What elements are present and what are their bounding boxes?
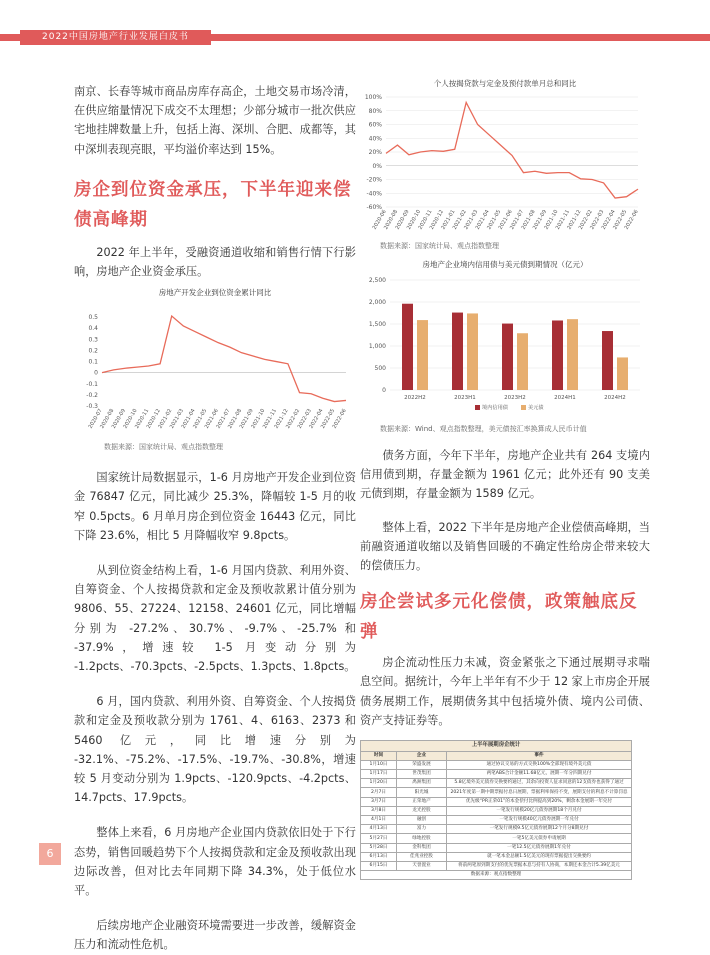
table-cell-event: 一笔12.5亿元债券展期1年兑付 [447,843,632,852]
x-tick-label: 2020-12 [146,408,162,430]
chart-mortgage [360,78,650,251]
y-tick-label: 0.5 [88,314,98,321]
y-tick-label: 0.3 [88,337,98,344]
x-tick-label: 2021-05 [486,209,502,231]
table-header-time: 时间 [361,751,397,760]
table-cell-event: 一笔发行规模9.5亿元债券展期12个月分8期兑付 [447,825,632,834]
table-row [361,806,632,815]
table-cell-time: 1月20日 [361,779,397,788]
table-cell-time: 3月8日 [361,806,397,815]
table-cell-company: 阳光城 [397,788,447,797]
table-cell-company: 禹洲集团 [397,779,447,788]
x-tick-label: 2021-09 [239,408,255,430]
x-tick-label: 2021-08 [227,408,243,430]
bar [417,320,428,390]
x-tick-label: 2020-10 [123,408,139,430]
x-tick-label: 2020-08 [383,209,399,231]
x-tick-label: 2021-12 [274,408,290,430]
x-tick-label: 2021-03 [463,209,479,231]
bar [602,331,613,390]
y-tick-label: 1,500 [369,321,386,328]
y-tick-label: 0.2 [88,348,98,355]
y-tick-label: 60% [369,122,383,129]
y-tick-label: -40% [366,190,382,197]
x-tick-label: 2023H1 [454,395,476,401]
table-cell-event: 将前两笔原到期支付的优先票据本息与持有人协商，本期还本金合计5.39亿美元 [447,861,632,870]
chart-mortgage-title: 个人按揭贷款与定金及预付款单月总和同比 [360,78,650,89]
table-cell-time: 6月13日 [361,852,397,861]
paragraph-funding-pressure: 2022 年上半年，受融资通道收缩和销售行情下行影响，房地产企业资金承压。 [74,243,356,281]
x-tick-label: 2021-09 [532,209,548,231]
paragraph-structure: 从到位资金结构上看，1-6 月国内贷款、利用外资、自筹资金、个人按揭贷款和定金及预收款累计值分别为 9806、55、27224、12158、24601 亿元，同比增幅分别为 -27.2%、30.7%、-9.7%、-25.7% 和 -37.9%，增速较 1-5 月变动分别为 -1.2pcts、-70.3pcts、-2.5pcts、1.3pcts、1.8pcts。 [74,561,356,676]
x-tick-label: 2020-11 [134,408,150,430]
table-cell-event: 一笔发行规模20亿元债券展期18个月兑付 [447,806,632,815]
x-tick-label: 2020-07 [88,408,104,430]
x-tick-label: 2022-04 [601,208,617,230]
y-tick-label: 40% [369,135,383,142]
x-tick-label: 2021-08 [521,209,537,231]
paragraph-stats: 国家统计局数据显示，1-6 月房地产开发企业到位资金 76847 亿元，同比减少 25.3%，降幅较 1-5 月的收窄 0.5pcts。6 月单月房企到位资金 16443 亿元，同比下降 23.6%，相比 5 月降幅收窄 9.8pcts。 [74,468,356,545]
table-row [361,779,632,788]
y-tick-label: -20% [366,177,382,184]
table-cell-event: 一笔5亿美元债券申请展期 [447,834,632,843]
table-row [361,843,632,852]
table-row [361,770,632,779]
section-heading-funding: 房企到位资金承压，下半年迎来偿债高峰期 [74,175,356,235]
table-header-company: 企业 [397,751,447,760]
table-row [361,861,632,870]
x-tick-label: 2023H2 [504,395,526,401]
x-tick-label: 2020-08 [99,408,115,430]
x-tick-label: 2021-06 [204,408,220,430]
bar [467,313,478,390]
y-tick-label: -60% [366,204,382,211]
table-cell-time: 5月28日 [361,843,397,852]
y-tick-label: 2,500 [369,277,386,284]
right-column [360,78,650,880]
table-row [361,788,632,797]
table-cell-event: 5.8亿境外美元债券交换要约通过，其余向投资人征求同意的12支债券也获得了通过 [447,779,632,788]
table-header-event: 事件 [447,751,632,760]
y-tick-label: 100% [365,94,382,101]
x-tick-label: 2021-11 [262,408,278,430]
chart-bonds-source: 数据来源：Wind、观点指数整理，美元债按汇率换算成人民币计值 [360,424,650,434]
y-tick-label: -0.3 [86,403,98,410]
left-column [74,82,356,955]
y-tick-label: 0.4 [88,325,98,332]
x-tick-label: 2021-07 [509,209,525,231]
paragraph-outlook: 后续房地产企业融资环境需要进一步改善，缓解资金压力和流动性危机。 [74,916,356,954]
paragraph-peak: 整体上看，2022 下半年是房地产企业偿债高峰期，当前融资通道收缩以及销售回暖的不确定性给房企带来较大的偿债压力。 [360,518,650,576]
x-tick-label: 2021-02 [452,209,468,231]
paragraph-overall: 整体上来看，6 月房地产企业国内贷款依旧处于下行态势，销售回暖趋势下个人按揭贷款和定金及预收款出现边际改善，但对比去年同期下降 34.3%，处于低位水平。 [74,823,356,900]
bar [517,333,528,390]
chart-bonds [360,259,650,434]
table-cell-event: 就一笔本金总额1.5亿美元的现有票据提出交换要约 [447,852,632,861]
x-tick-label: 2022-02 [285,408,301,430]
table-cell-company: 绿地控股 [397,834,447,843]
table-cell-time: 5月27日 [361,834,397,843]
table-cell-company: 融创 [397,815,447,824]
y-tick-label: 500 [375,365,387,372]
x-tick-label: 2022-06 [624,209,640,231]
x-tick-label: 2022-06 [332,408,348,430]
y-tick-label: -0.1 [86,381,98,388]
x-tick-label: 2022-04 [308,408,324,430]
table-footer: 数据来源：观点指数整理 [361,871,632,880]
series-line [102,316,346,402]
table-cell-event: 通过协议交易的方式交换100%全部现有境外美元债 [447,760,632,769]
table-row [361,760,632,769]
y-tick-label: 0 [94,370,98,377]
table-cell-company: 龙光控股 [397,806,447,815]
table-cell-company: 富力 [397,825,447,834]
table-cell-company: 正荣地产 [397,797,447,806]
table-cell-company: 荣盛发展 [397,760,447,769]
x-tick-label: 2020-09 [395,209,411,231]
bar [452,313,463,390]
table-cell-company: 天誉置业 [397,861,447,870]
table-cell-event: 优先级“PR正荣01”的本金偿付比例提高到20%，剩余本金展期一年兑付 [447,797,632,806]
paragraph-debt: 债务方面，今年下半年，房地产企业共有 264 支境内信用债到期，存量金额为 1961 亿元；此外还有 90 支美元债到期，存量金额为 1589 亿元。 [360,446,650,504]
bar [402,304,413,390]
x-tick-label: 2022H2 [404,395,426,401]
table-cell-time: 1月17日 [361,770,397,779]
bar [617,357,628,390]
bar [567,319,578,390]
chart-funding-title: 房地产开发企业到位资金累计同比 [74,287,356,298]
paragraph-extension: 房企流动性压力未减，资金紧张之下通过展期寻求喘息空间。据统计，今年上半年有不少于 12 家上市房企开展债务展期工作，展期债务其中包括境外债、境内公司债、资产支持证券等。 [360,653,650,730]
paragraph-june: 6 月，国内贷款、利用外资、自筹资金、个人按揭贷款和定金及预收款分别为 1761、4、6163、2373 和 5460 亿元，同比增速分别为 -32.1%、-75.2%、-17.5%、-19.7%、-30.8%，增速较 5 月变动分别为 1.9pcts、-120.9pcts、-4.2pcts、14.7pcts、17.9pcts。 [74,692,356,807]
table-cell-company: 佳兆业控股 [397,852,447,861]
y-tick-label: 20% [369,149,383,156]
y-tick-label: 80% [369,108,383,115]
x-tick-label: 2021-01 [440,209,456,231]
chart-funding-source: 数据来源：国家统计局、观点指数整理 [74,442,356,452]
chart-funding [74,287,356,452]
x-tick-label: 2022-03 [297,408,313,430]
table-cell-time: 6月15日 [361,861,397,870]
x-tick-label: 2021-10 [544,209,560,231]
x-tick-label: 2022-05 [612,209,628,231]
intro-paragraph: 南京、长春等城市商品房库存高企，土地交易市场冷清，在供应缩量情况下成交不太理想；少部分城市一批次供应宅地挂牌数量上升，包括上海、深圳、合肥、成都等，其中深圳表现亮眼，平均溢价率达到 15%。 [74,82,356,159]
x-tick-label: 2021-04 [181,408,197,430]
x-tick-label: 2021-07 [216,408,232,430]
chart-mortgage-svg [360,89,650,237]
series-line [386,103,638,199]
y-tick-label: -0.2 [86,392,98,399]
y-tick-label: 1,000 [369,343,386,350]
table-row [361,852,632,861]
x-tick-label: 2021-12 [566,209,582,231]
table-cell-time: 4月13日 [361,825,397,834]
legend-label: 美元债 [528,403,544,411]
y-tick-label: 0.1 [88,359,98,366]
x-tick-label: 2021-06 [498,209,514,231]
y-tick-label: 0 [382,387,386,394]
x-tick-label: 2021-11 [555,209,571,231]
chart-mortgage-source: 数据来源：国家统计局、观点指数整理 [360,241,650,251]
legend-swatch [521,405,526,410]
extension-table [360,740,632,880]
legend-label: 境内信用债 [482,403,509,411]
x-tick-label: 2022-05 [320,408,336,430]
table-row [361,815,632,824]
y-tick-label: 2,000 [369,299,386,306]
x-tick-label: 2021-02 [157,408,173,430]
table-row [361,825,632,834]
x-tick-label: 2020-12 [429,209,445,231]
y-tick-label: 0% [372,163,382,170]
table-cell-time: 1月10日 [361,760,397,769]
table-cell-event: 2021年度第一期中期票据付息日展期，票据利率保持不变，展期支付的利息不计算罚息 [447,788,632,797]
table-cell-time: 3月7日 [361,797,397,806]
chart-funding-svg [74,298,356,438]
x-tick-label: 2020-10 [406,209,422,231]
x-tick-label: 2021-10 [250,408,266,430]
x-tick-label: 2022-03 [589,209,605,231]
table-title: 上半年展期房企统计 [361,741,632,752]
bar [552,320,563,390]
table-cell-time: 4月1日 [361,815,397,824]
table-cell-time: 2月7日 [361,788,397,797]
table-cell-event: 一笔发行规模40亿元债券展期一年兑付 [447,815,632,824]
table-cell-company: 世茂集团 [397,770,447,779]
x-tick-label: 2021-03 [169,408,185,430]
table-row [361,797,632,806]
table-row [361,834,632,843]
page-number: 6 [39,843,61,865]
x-tick-label: 2021-04 [475,208,491,230]
header-title: 2022中国房地产行业发展白皮书 [20,30,211,45]
section-heading-repayment: 房企尝试多元化偿债，政策触底反弹 [360,587,650,647]
bar [502,324,513,390]
x-tick-label: 2022-02 [578,209,594,231]
x-tick-label: 2024H1 [554,395,576,401]
table-cell-event: 两笔ABS合计金额11.68亿元，展期一年分四期兑付 [447,770,632,779]
x-tick-label: 2020-09 [111,408,127,430]
x-tick-label: 2021-05 [192,408,208,430]
chart-bonds-title: 房地产企业境内信用债与美元债到期情况（亿元） [360,259,650,270]
table-cell-company: 金科集团 [397,843,447,852]
x-tick-label: 2024H2 [604,395,626,401]
x-tick-label: 2020-11 [418,209,434,231]
chart-bonds-svg [360,270,650,420]
x-tick-label: 2020-06 [372,209,388,231]
legend-swatch [475,405,480,410]
